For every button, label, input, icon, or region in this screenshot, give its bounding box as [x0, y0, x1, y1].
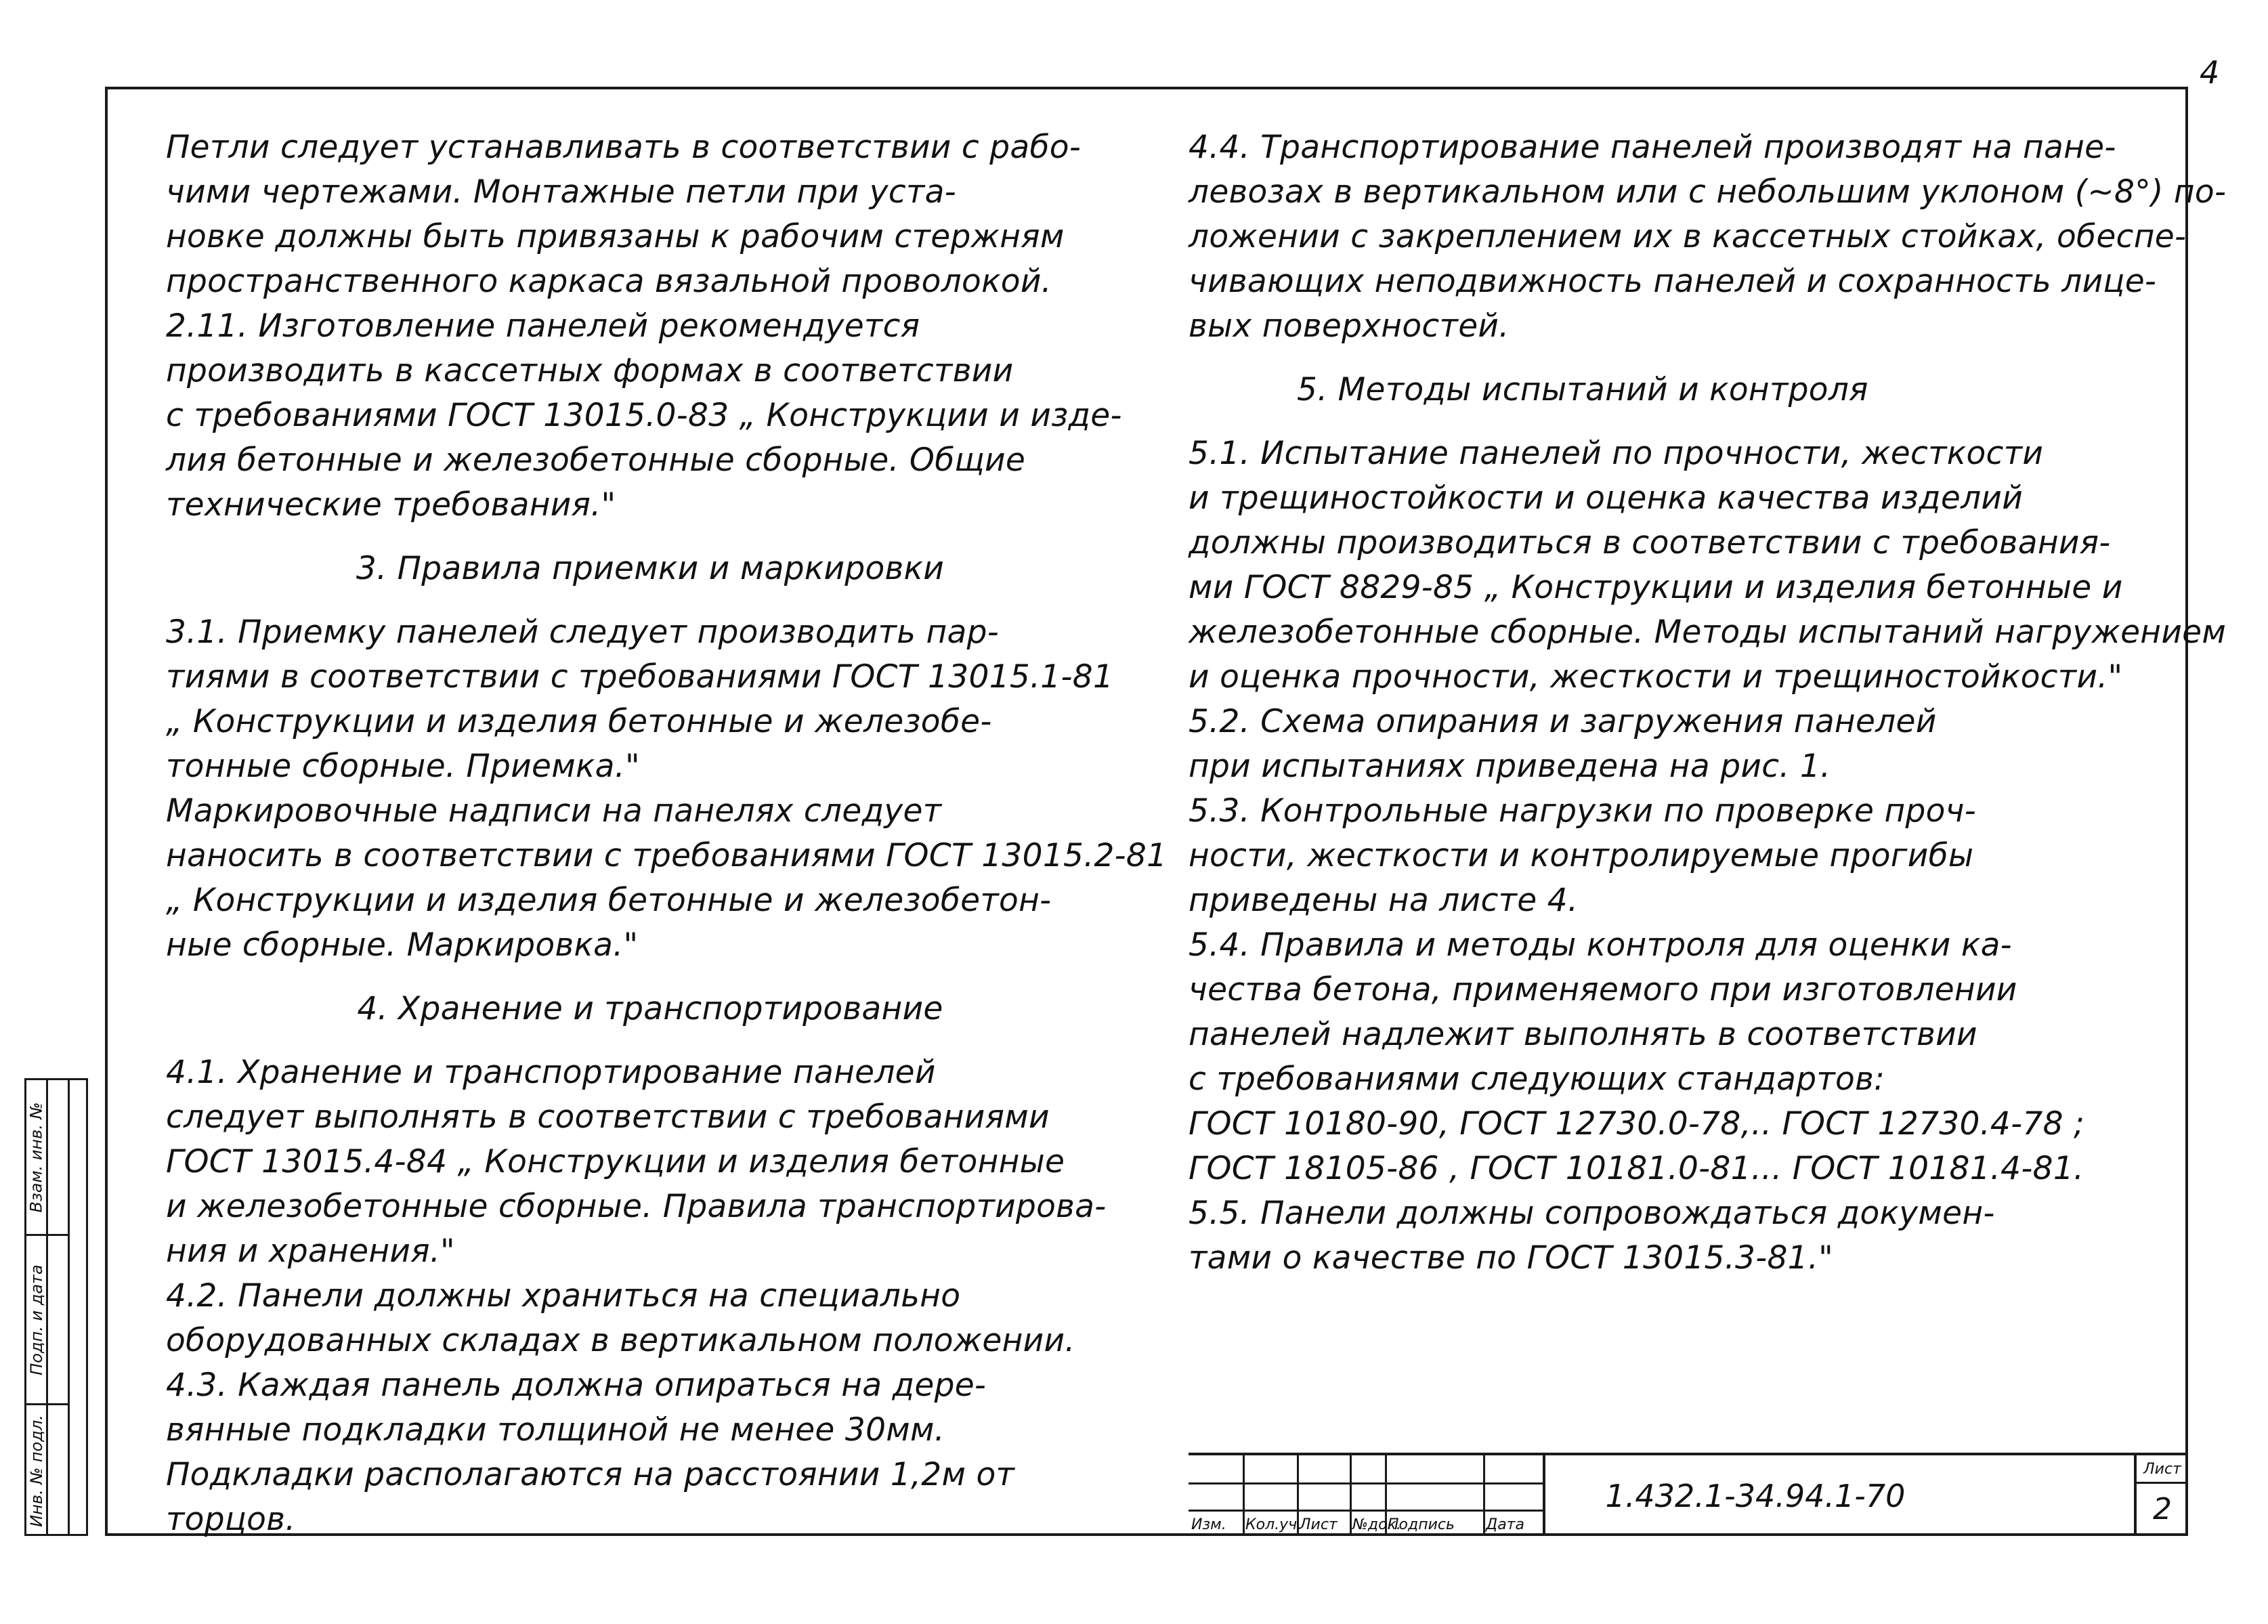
- text-line: чества бетона, применяемого при изготовлении: [1189, 971, 2017, 1008]
- binding-strip: [24, 1078, 88, 1536]
- text-line: пространственного каркаса вязальной проволокой.: [166, 263, 1052, 300]
- text-line: 4.1. Хранение и транспортирование панелей: [166, 1054, 936, 1091]
- text-line: технические требования.": [166, 486, 616, 523]
- sheet-label: Лист: [2137, 1455, 2188, 1484]
- left-text-column: [166, 125, 1168, 1542]
- title-block-label: Дата: [1486, 1516, 1524, 1533]
- grid-line: [1483, 1455, 1485, 1536]
- text-line: 5.5. Панели должны сопровождаться докумен-: [1189, 1195, 1995, 1232]
- text-line: чими чертежами. Монтажные петли при уста-: [166, 173, 957, 211]
- binding-strip-label: Инв. № подл.: [26, 1414, 46, 1527]
- text-line: Подкладки располагаются на расстоянии 1,2м от: [166, 1456, 1015, 1493]
- text-line: железобетонные сборные. Методы испытаний нагружением: [1189, 614, 2227, 651]
- sheet-number: 2: [2153, 1492, 2172, 1526]
- title-block-label: Кол.уч.: [1245, 1516, 1302, 1533]
- text-line: следует выполнять в соответствии с требованиями: [166, 1098, 1050, 1136]
- sheet-box: [2134, 1455, 2188, 1536]
- text-line: лия бетонные и железобетонные сборные. Общие: [166, 442, 1026, 479]
- text-line: 5.2. Схема опирания и загружения панелей: [1189, 703, 1937, 740]
- title-block-label: №док.: [1352, 1516, 1401, 1533]
- text-line: должны производиться в соответствии с требования-: [1189, 524, 2111, 561]
- document-code: 1.432.1-34.94.1-70: [1605, 1477, 1906, 1514]
- text-line: 4.2. Панели должны храниться на специально: [166, 1277, 961, 1315]
- text-line: торцов.: [166, 1501, 296, 1538]
- text-line: с требованиями ГОСТ 13015.0-83 „ Конструкции и изде-: [166, 397, 1122, 434]
- text-line: ности, жесткости и контролируемые прогибы: [1189, 837, 1974, 874]
- text-line: панелей надлежит выполнять в соответствии: [1189, 1016, 1977, 1053]
- grid-line: [1243, 1455, 1245, 1536]
- text-line: левозах в вертикальном или с небольшим уклоном (~8°) по-: [1189, 173, 2227, 211]
- text-line: 5.3. Контрольные нагрузки по проверке проч-: [1189, 792, 1976, 830]
- text-line: и трещиностойкости и оценка качества изделий: [1189, 479, 2024, 517]
- grid-line: [1350, 1455, 1352, 1536]
- text-line: 3.1. Приемку панелей следует производить пар-: [166, 614, 1000, 651]
- text-line: производить в кассетных формах в соответствии: [166, 352, 1014, 389]
- title-block-label: Лист: [1300, 1516, 1338, 1533]
- text-line: „ Конструкции и изделия бетонные и железобетон-: [166, 882, 1052, 919]
- text-line: вянные подкладки толщиной не менее 30мм.: [166, 1411, 945, 1449]
- text-line: Петли следует устанавливать в соответствии с рабо-: [166, 129, 1082, 166]
- text-line: тами о качестве по ГОСТ 13015.3-81.": [1189, 1239, 1834, 1277]
- text-line: „ Конструкции и изделия бетонные и железобе-: [166, 703, 992, 740]
- text-line: оборудованных складах в вертикальном положении.: [166, 1322, 1075, 1359]
- title-block: [1189, 1453, 2188, 1536]
- right-text-column: [1189, 125, 2227, 1281]
- text-line: ГОСТ 10180-90, ГОСТ 12730.0-78,.. ГОСТ 12730.4-78 ;: [1189, 1105, 2085, 1142]
- binding-strip-cell: [48, 1080, 68, 1236]
- text-line: 4.3. Каждая панель должна опираться на дере-: [166, 1367, 987, 1404]
- binding-strip-cell: [26, 1080, 46, 1236]
- binding-strip-cell: [26, 1405, 46, 1536]
- text-line: и железобетонные сборные. Правила транспортирова-: [166, 1188, 1107, 1225]
- text-line: ные сборные. Маркировка.": [166, 926, 639, 964]
- text-line: 5.1. Испытание панелей по прочности, жесткости: [1189, 435, 2044, 472]
- text-line: новке должны быть привязаны к рабочим стержням: [166, 218, 1065, 255]
- binding-strip-cell: [48, 1236, 68, 1405]
- text-line: ми ГОСТ 8829-85 „ Конструкции и изделия бетонные и: [1189, 569, 2123, 606]
- text-line: приведены на листе 4.: [1189, 882, 1579, 919]
- section-heading: 4. Хранение и транспортирование: [357, 990, 943, 1027]
- text-line: Маркировочные надписи на панелях следует: [166, 792, 942, 830]
- text-line: ГОСТ 13015.4-84 „ Конструкции и изделия бетонные: [166, 1143, 1065, 1180]
- binding-strip-column: [48, 1080, 70, 1534]
- title-block-label: Изм.: [1191, 1516, 1226, 1533]
- binding-strip-column: [26, 1080, 48, 1534]
- revision-grid: [1189, 1455, 1545, 1536]
- binding-strip-cell: [26, 1236, 46, 1405]
- text-line: вых поверхностей.: [1189, 307, 1510, 345]
- text-line: ГОСТ 18105-86 , ГОСТ 10181.0-81... ГОСТ 10181.4-81.: [1189, 1150, 2084, 1187]
- section-heading: 3. Правила приемки и маркировки: [356, 550, 945, 587]
- text-line: ложении с закреплением их в кассетных стойках, обеспе-: [1189, 218, 2187, 255]
- binding-strip-label: Подп. и дата: [26, 1264, 46, 1375]
- binding-strip-label: Взам. инв. №: [26, 1102, 46, 1212]
- binding-strip-column: [70, 1080, 88, 1534]
- text-line: 5.4. Правила и методы контроля для оценки ка-: [1189, 926, 2012, 964]
- text-line: ния и хранения.": [166, 1233, 455, 1270]
- grid-line: [1189, 1482, 1543, 1484]
- page-corner-number: 4: [2200, 54, 2220, 91]
- text-line: и оценка прочности, жесткости и трещиностойкости.": [1189, 658, 2123, 696]
- text-line: с требованиями следующих стандартов:: [1189, 1061, 1885, 1098]
- grid-line: [1189, 1510, 1543, 1512]
- text-line: чивающих неподвижность панелей и сохранность лице-: [1189, 263, 2157, 300]
- text-line: наносить в соответствии с требованиями ГОСТ 13015.2-81: [166, 837, 1168, 874]
- text-line: тонные сборные. Приемка.": [166, 748, 640, 785]
- text-line: 4.4. Транспортирование панелей производят на пане-: [1189, 129, 2116, 166]
- title-block-label: Подпись: [1388, 1516, 1455, 1533]
- text-line: 2.11. Изготовление панелей рекомендуется: [166, 307, 920, 345]
- text-line: при испытаниях приведена на рис. 1.: [1189, 748, 1831, 785]
- section-heading: 5. Методы испытаний и контроля: [1297, 371, 1868, 408]
- text-line: тиями в соответствии с требованиями ГОСТ 13015.1-81: [166, 658, 1114, 696]
